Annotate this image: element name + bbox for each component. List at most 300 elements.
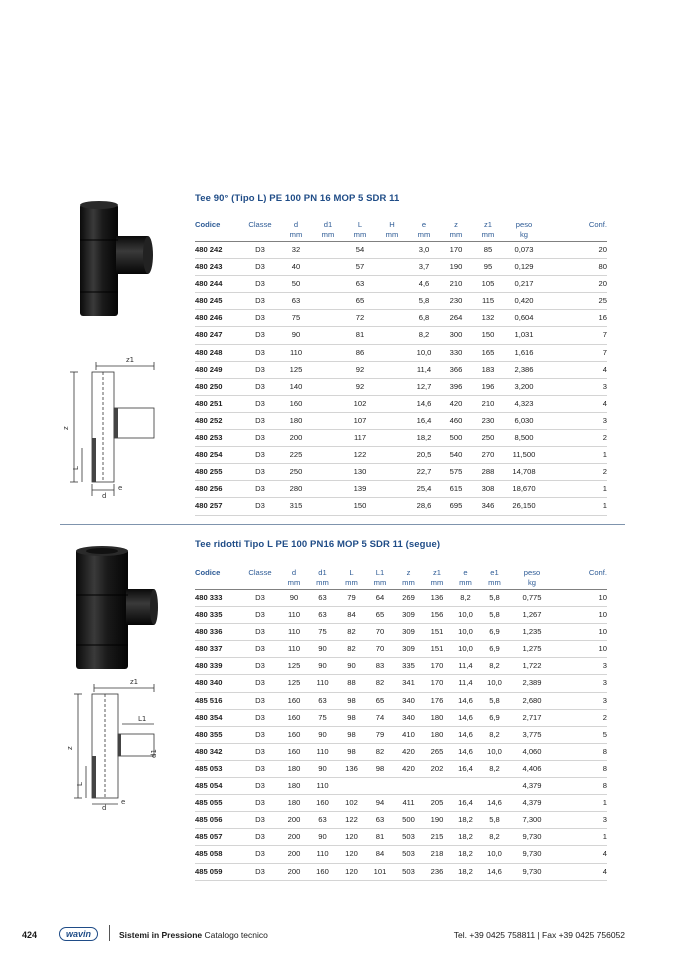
column-unit: mm (344, 230, 376, 242)
table-row (195, 327, 607, 344)
table-cell: 218 (423, 846, 451, 863)
table-cell: 14,6 (480, 795, 509, 812)
table-cell: D3 (240, 624, 280, 641)
table-cell: 82 (366, 743, 394, 760)
table-cell: 8,500 (504, 430, 544, 447)
table-cell: 125 (280, 675, 308, 692)
table-cell: 202 (423, 760, 451, 777)
table-cell: D3 (240, 863, 280, 880)
table-cell: 90 (308, 760, 337, 777)
table-cell: 1 (544, 447, 607, 464)
table-cell: 110 (308, 675, 337, 692)
table-cell: 6,9 (480, 709, 509, 726)
table-cell: 90 (280, 590, 308, 607)
table-cell: 7 (544, 344, 607, 361)
table-cell: D3 (240, 590, 280, 607)
table-cell: 3,200 (504, 378, 544, 395)
table-cell: 210 (440, 276, 472, 293)
table-cell: 125 (280, 658, 308, 675)
table-cell: D3 (240, 395, 280, 412)
product-code: 480 247 (195, 327, 240, 344)
table-cell: 18,2 (451, 863, 480, 880)
table-cell: 120 (337, 829, 366, 846)
table-cell: 8 (555, 760, 607, 777)
table-cell: 90 (337, 658, 366, 675)
table-cell: 82 (337, 641, 366, 658)
table-cell: 14,6 (451, 709, 480, 726)
table-cell: 11,4 (451, 675, 480, 692)
table-cell: 82 (337, 624, 366, 641)
column-unit: mm (408, 230, 440, 242)
table-cell: 81 (366, 829, 394, 846)
table-cell: 2,389 (509, 675, 555, 692)
table-cell: 16,4 (451, 760, 480, 777)
table-cell (312, 464, 344, 481)
table-cell: 265 (423, 743, 451, 760)
table-cell: 250 (280, 464, 312, 481)
column-header: Classe (248, 220, 272, 229)
product-code: 480 355 (195, 726, 240, 743)
table-row (195, 795, 607, 812)
table-cell: 3 (544, 412, 607, 429)
table-cell: 160 (308, 795, 337, 812)
table-cell (312, 430, 344, 447)
table-cell: 151 (423, 641, 451, 658)
column-header: Conf. (588, 220, 607, 229)
table-cell: 1,275 (509, 641, 555, 658)
table-cell: 40 (280, 259, 312, 276)
table-cell: 90 (308, 829, 337, 846)
product-code: 485 056 (195, 812, 240, 829)
table-cell: 28,6 (408, 498, 440, 515)
table-cell: 20 (544, 242, 607, 259)
column-unit: mm (394, 578, 423, 590)
table-cell (312, 327, 344, 344)
table-cell: 14,6 (451, 743, 480, 760)
table-cell: 8,2 (451, 590, 480, 607)
svg-text:z1: z1 (126, 356, 135, 364)
table-cell (394, 778, 423, 795)
wavin-logo (59, 927, 98, 941)
table-cell: 2,680 (509, 692, 555, 709)
table-cell: 105 (472, 276, 504, 293)
table-cell: 4,323 (504, 395, 544, 412)
table-cell (376, 378, 408, 395)
table-cell: 575 (440, 464, 472, 481)
table-cell: D3 (240, 795, 280, 812)
table-row (195, 259, 607, 276)
table-cell: 200 (280, 829, 308, 846)
table-cell: 1,722 (509, 658, 555, 675)
table-cell: 10,0 (480, 743, 509, 760)
table-cell: 10 (555, 590, 607, 607)
table-cell: D3 (240, 430, 280, 447)
table-cell: 120 (337, 863, 366, 880)
table-cell: 14,708 (504, 464, 544, 481)
table-cell: D3 (240, 812, 280, 829)
table-cell: D3 (240, 743, 280, 760)
column-header: L1 (375, 568, 385, 577)
table-cell: 8,2 (480, 760, 509, 777)
table-row (195, 624, 607, 641)
table-cell: 75 (308, 709, 337, 726)
table-cell: D3 (240, 607, 280, 624)
table-cell: 94 (366, 795, 394, 812)
table-cell: 110 (308, 743, 337, 760)
product-code: 480 255 (195, 464, 240, 481)
table-cell: 139 (344, 481, 376, 498)
table-cell: D3 (240, 846, 280, 863)
table-cell: 125 (280, 361, 312, 378)
table-cell: 2,386 (504, 361, 544, 378)
table-cell: 170 (423, 675, 451, 692)
column-header: L (357, 220, 363, 229)
table-cell (376, 464, 408, 481)
column-header: d1 (323, 220, 333, 229)
table-row (195, 641, 607, 658)
table-cell: 72 (344, 310, 376, 327)
column-header: Codice (195, 568, 221, 577)
column-header: d (291, 568, 297, 577)
table-cell (376, 276, 408, 293)
table-cell: 503 (394, 863, 423, 880)
table-cell: 65 (344, 293, 376, 310)
column-header: Classe (248, 568, 272, 577)
table-cell: 340 (394, 709, 423, 726)
table-cell: 0,073 (504, 242, 544, 259)
table-row (195, 242, 607, 259)
table-cell: 4,379 (509, 778, 555, 795)
table-row (195, 709, 607, 726)
product-code: 480 244 (195, 276, 240, 293)
column-unit: mm (280, 578, 308, 590)
table-cell: 98 (337, 692, 366, 709)
table-row (195, 378, 607, 395)
table-cell: 315 (280, 498, 312, 515)
table-cell: 140 (280, 378, 312, 395)
table-cell: 75 (280, 310, 312, 327)
table-cell: 1 (555, 795, 607, 812)
table-cell (376, 412, 408, 429)
table-cell: 340 (394, 692, 423, 709)
table-cell: 81 (344, 327, 376, 344)
table-cell: 122 (337, 812, 366, 829)
table-row (195, 607, 607, 624)
table-cell: 5 (555, 726, 607, 743)
table-cell: 85 (472, 242, 504, 259)
table-cell: 63 (280, 293, 312, 310)
column-unit: kg (509, 578, 555, 590)
table-cell: 50 (280, 276, 312, 293)
table-cell: 500 (440, 430, 472, 447)
product-code: 480 333 (195, 590, 240, 607)
tee-reduced-table (195, 568, 607, 881)
product-code: 480 339 (195, 658, 240, 675)
table-cell: D3 (240, 464, 280, 481)
table-cell: 270 (472, 447, 504, 464)
table-cell: 2 (544, 464, 607, 481)
table-cell: 136 (423, 590, 451, 607)
column-header: z (454, 220, 458, 229)
table-row (195, 760, 607, 777)
table-cell: 1,235 (509, 624, 555, 641)
table-cell (376, 430, 408, 447)
table-cell: D3 (240, 726, 280, 743)
table-units-row (195, 230, 607, 242)
table-cell: 183 (472, 361, 504, 378)
product-code: 485 058 (195, 846, 240, 863)
table-cell: 3 (555, 658, 607, 675)
column-header: Conf. (588, 568, 607, 577)
table-cell: 98 (366, 760, 394, 777)
table-cell: 540 (440, 447, 472, 464)
table-cell: 420 (394, 743, 423, 760)
table-cell: 3,0 (408, 242, 440, 259)
table-row (195, 395, 607, 412)
table-cell: 0,217 (504, 276, 544, 293)
table-cell: 117 (344, 430, 376, 447)
product-code: 480 246 (195, 310, 240, 327)
column-header: z1 (483, 220, 493, 229)
table-cell (423, 778, 451, 795)
table-cell: 4,060 (509, 743, 555, 760)
table-cell: D3 (240, 498, 280, 515)
table-cell: 366 (440, 361, 472, 378)
table-cell: D3 (240, 641, 280, 658)
table-cell (312, 310, 344, 327)
catalog-title (119, 930, 268, 940)
section-divider (60, 524, 625, 525)
table-cell: 250 (472, 430, 504, 447)
table-cell: 120 (337, 846, 366, 863)
table-row (195, 658, 607, 675)
product-code: 480 337 (195, 641, 240, 658)
table-cell: 0,129 (504, 259, 544, 276)
table-cell: 4,6 (408, 276, 440, 293)
table-row (195, 675, 607, 692)
table-cell: 9,730 (509, 863, 555, 880)
table-cell: 1,616 (504, 344, 544, 361)
table-cell: 269 (394, 590, 423, 607)
table-cell (376, 344, 408, 361)
table-row (195, 778, 607, 795)
table-cell: 82 (366, 675, 394, 692)
table-cell: 5,8 (480, 590, 509, 607)
product-code: 480 335 (195, 607, 240, 624)
table-cell: D3 (240, 675, 280, 692)
table-cell: 57 (344, 259, 376, 276)
table-cell (312, 344, 344, 361)
column-header: H (389, 220, 395, 229)
table-cell: 335 (394, 658, 423, 675)
table-cell (312, 259, 344, 276)
column-unit: mm (472, 230, 504, 242)
table-cell: 16 (544, 310, 607, 327)
table-cell: 79 (366, 726, 394, 743)
column-header: Codice (195, 220, 221, 229)
table-cell: 3 (555, 812, 607, 829)
tee-reduced-drawing (64, 676, 164, 812)
column-header: L (349, 568, 354, 577)
table-cell: 420 (440, 395, 472, 412)
table-cell: D3 (240, 242, 280, 259)
table-cell: 75 (308, 624, 337, 641)
svg-text:z: z (66, 746, 74, 750)
product-code: 480 253 (195, 430, 240, 447)
table-cell: 14,6 (451, 692, 480, 709)
table-cell: 176 (423, 692, 451, 709)
table-cell (376, 242, 408, 259)
svg-text:d1: d1 (150, 749, 158, 758)
svg-text:d: d (102, 804, 107, 812)
table-cell: 2 (555, 709, 607, 726)
table-cell: 6,9 (480, 641, 509, 658)
table-cell: 136 (337, 760, 366, 777)
product-code: 480 243 (195, 259, 240, 276)
table-cell: 122 (344, 447, 376, 464)
table-cell: 65 (366, 692, 394, 709)
product-code: 485 059 (195, 863, 240, 880)
table-row (195, 412, 607, 429)
table-cell: 18,670 (504, 481, 544, 498)
table-cell: 11,500 (504, 447, 544, 464)
table-cell: 12,7 (408, 378, 440, 395)
table-cell: 210 (472, 395, 504, 412)
table-cell: 225 (280, 447, 312, 464)
table-cell: 10,0 (451, 641, 480, 658)
table-cell: 9,730 (509, 829, 555, 846)
table-cell: 6,9 (480, 624, 509, 641)
table-cell (312, 293, 344, 310)
svg-text:z: z (62, 426, 70, 430)
table-cell: 88 (337, 675, 366, 692)
column-header: e (421, 220, 427, 229)
table-cell: 180 (280, 795, 308, 812)
table-cell: 10,0 (451, 607, 480, 624)
table-cell: 160 (280, 743, 308, 760)
table-cell: 63 (308, 812, 337, 829)
table-cell: 4 (544, 395, 607, 412)
table-cell: 74 (366, 709, 394, 726)
table-cell: 25 (544, 293, 607, 310)
table-cell: 264 (440, 310, 472, 327)
table-cell: 411 (394, 795, 423, 812)
table-row (195, 498, 607, 515)
table-cell: 10 (555, 641, 607, 658)
column-unit: mm (280, 230, 312, 242)
table-cell: 200 (280, 863, 308, 880)
product-code: 485 054 (195, 778, 240, 795)
table-cell: 0,775 (509, 590, 555, 607)
table-cell: 200 (280, 812, 308, 829)
table-cell: 5,8 (480, 607, 509, 624)
table-cell: 83 (366, 658, 394, 675)
table-cell: 90 (308, 641, 337, 658)
table-cell: 346 (472, 498, 504, 515)
table-row (195, 726, 607, 743)
svg-text:L: L (72, 466, 80, 470)
table-cell: 110 (308, 846, 337, 863)
table-cell: D3 (240, 327, 280, 344)
table-cell: 10,0 (408, 344, 440, 361)
table-cell: 22,7 (408, 464, 440, 481)
table-cell: 308 (472, 481, 504, 498)
table-cell: 230 (472, 412, 504, 429)
table-cell: 92 (344, 361, 376, 378)
table-cell: 18,2 (451, 846, 480, 863)
table-cell: 98 (337, 726, 366, 743)
table-row (195, 863, 607, 880)
table-cell: 9,730 (509, 846, 555, 863)
table-row (195, 344, 607, 361)
table-header-row (195, 220, 607, 230)
table-cell: 3 (544, 378, 607, 395)
column-unit (544, 230, 607, 242)
table-cell: 180 (280, 778, 308, 795)
column-unit: mm (312, 230, 344, 242)
logo-text: wavin (59, 927, 98, 941)
table-cell: 101 (366, 863, 394, 880)
table-cell: D3 (240, 658, 280, 675)
table-cell (312, 447, 344, 464)
table-cell: 503 (394, 829, 423, 846)
column-unit (195, 578, 240, 590)
column-unit (195, 230, 240, 242)
table-cell: 8,2 (408, 327, 440, 344)
table-cell: D3 (240, 293, 280, 310)
table-cell: 4 (555, 846, 607, 863)
table-cell: D3 (240, 778, 280, 795)
table-cell: 63 (308, 590, 337, 607)
table-cell (376, 259, 408, 276)
table-cell: 14,6 (480, 863, 509, 880)
table-cell: 309 (394, 624, 423, 641)
table-row (195, 310, 607, 327)
table-cell: 18,2 (451, 812, 480, 829)
table-cell: 180 (423, 709, 451, 726)
table-cell: 80 (544, 259, 607, 276)
product-code: 480 256 (195, 481, 240, 498)
table-cell: 150 (472, 327, 504, 344)
column-unit: mm (440, 230, 472, 242)
table-cell: D3 (240, 344, 280, 361)
table-cell: 2,717 (509, 709, 555, 726)
table-cell: 95 (472, 259, 504, 276)
table-cell: 170 (440, 242, 472, 259)
table-row (195, 464, 607, 481)
table-cell: 309 (394, 607, 423, 624)
table-cell: 110 (280, 344, 312, 361)
table-cell: 63 (308, 692, 337, 709)
table-cell: 63 (366, 812, 394, 829)
table-cell: 160 (280, 395, 312, 412)
table-cell: D3 (240, 276, 280, 293)
table-row (195, 361, 607, 378)
column-unit: mm (337, 578, 366, 590)
table-cell: 110 (280, 624, 308, 641)
table-cell (312, 481, 344, 498)
table-cell: 1,031 (504, 327, 544, 344)
table-row (195, 590, 607, 607)
product-code: 480 354 (195, 709, 240, 726)
table-cell: 3,775 (509, 726, 555, 743)
column-unit: mm (376, 230, 408, 242)
table-cell: 8,2 (480, 726, 509, 743)
table-cell: 330 (440, 344, 472, 361)
table-cell: 2 (544, 430, 607, 447)
column-header: e (463, 568, 468, 577)
table-cell: 8 (555, 743, 607, 760)
